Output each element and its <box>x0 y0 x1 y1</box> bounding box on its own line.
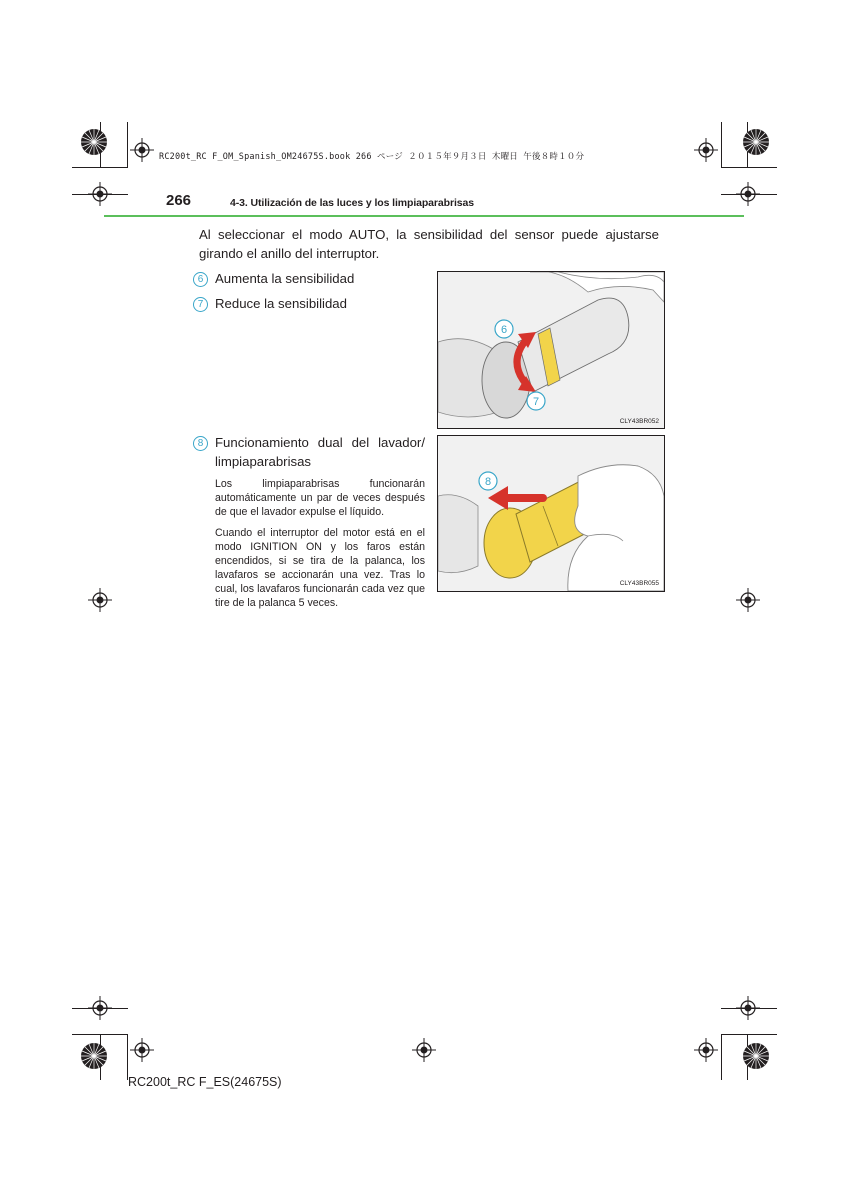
list-item-label: Aumenta la sensibilidad <box>215 271 355 286</box>
registration-mark-icon <box>736 588 760 612</box>
washer-paragraph-1: Los limpiaparabrisas funcionarán automáticamente un par de veces después de que el lavador expulse el líquido. <box>215 478 425 518</box>
list-item <box>193 269 423 288</box>
page-number: 266 <box>166 192 192 209</box>
list-item-label: Reduce la sensibilidad <box>215 296 347 311</box>
section-title: 4-3. Utilización de las luces y los limpiaparabrisas <box>230 197 474 209</box>
callout-number: 6 <box>193 272 208 287</box>
registration-mark-icon <box>694 138 718 162</box>
figure-dual-washer <box>437 435 665 592</box>
sunburst-registration-icon <box>80 1042 108 1070</box>
callout-6-label: 6 <box>500 324 508 336</box>
crop-line <box>721 1034 777 1035</box>
callout-number: 7 <box>193 297 208 312</box>
footer-book-code: RC200t_RC F_ES(24675S) <box>128 1075 282 1089</box>
sunburst-registration-icon <box>742 128 770 156</box>
intro-paragraph: Al seleccionar el modo AUTO, la sensibilidad del sensor puede ajustarse girando el anillo del interruptor. <box>199 227 659 261</box>
callout-number: 8 <box>193 436 208 451</box>
book-info-line: RC200t_RC F_OM_Spanish_OM24675S.book 266 ページ ２０１５年９月３日 木曜日 午後８時１０分 <box>159 152 585 162</box>
sunburst-registration-icon <box>80 128 108 156</box>
sunburst-registration-icon <box>742 1042 770 1070</box>
registration-mark-icon <box>130 138 154 162</box>
figure-code: CLY43BR052 <box>619 418 659 425</box>
crop-line <box>721 122 722 168</box>
registration-mark-icon <box>736 996 760 1020</box>
registration-mark-icon <box>694 1038 718 1062</box>
crop-line <box>721 167 777 168</box>
list-item <box>193 294 423 313</box>
registration-mark-icon <box>88 182 112 206</box>
callout-8-label: 8 <box>484 476 492 488</box>
figure-code: CLY43BR055 <box>619 580 659 587</box>
crop-line <box>72 1034 128 1035</box>
crop-line <box>72 167 128 168</box>
registration-mark-icon <box>88 996 112 1020</box>
crop-line <box>721 1034 722 1080</box>
figure-sensitivity-ring <box>437 271 665 429</box>
header-rule <box>104 215 744 217</box>
registration-mark-icon <box>736 182 760 206</box>
list-item-label: Funcionamiento dual del lavador/ limpiaparabrisas <box>215 435 425 469</box>
registration-mark-icon <box>88 588 112 612</box>
sensitivity-ring-illustration <box>438 272 664 428</box>
registration-mark-icon <box>130 1038 154 1062</box>
crop-line <box>127 122 128 168</box>
crop-line <box>127 1034 128 1080</box>
dual-washer-illustration <box>438 436 664 591</box>
list-item <box>193 433 425 471</box>
registration-mark-icon <box>412 1038 436 1062</box>
washer-paragraph-2: Cuando el interruptor del motor está en el modo IGNITION ON y los faros están encendidos, si se tira de la palanca, los lavafaros se accionarán una vez. Tras lo cual, los lavafaros funcionarán cada vez que tire de la palanca 5 veces. <box>215 527 425 609</box>
callout-7-label: 7 <box>532 396 540 408</box>
